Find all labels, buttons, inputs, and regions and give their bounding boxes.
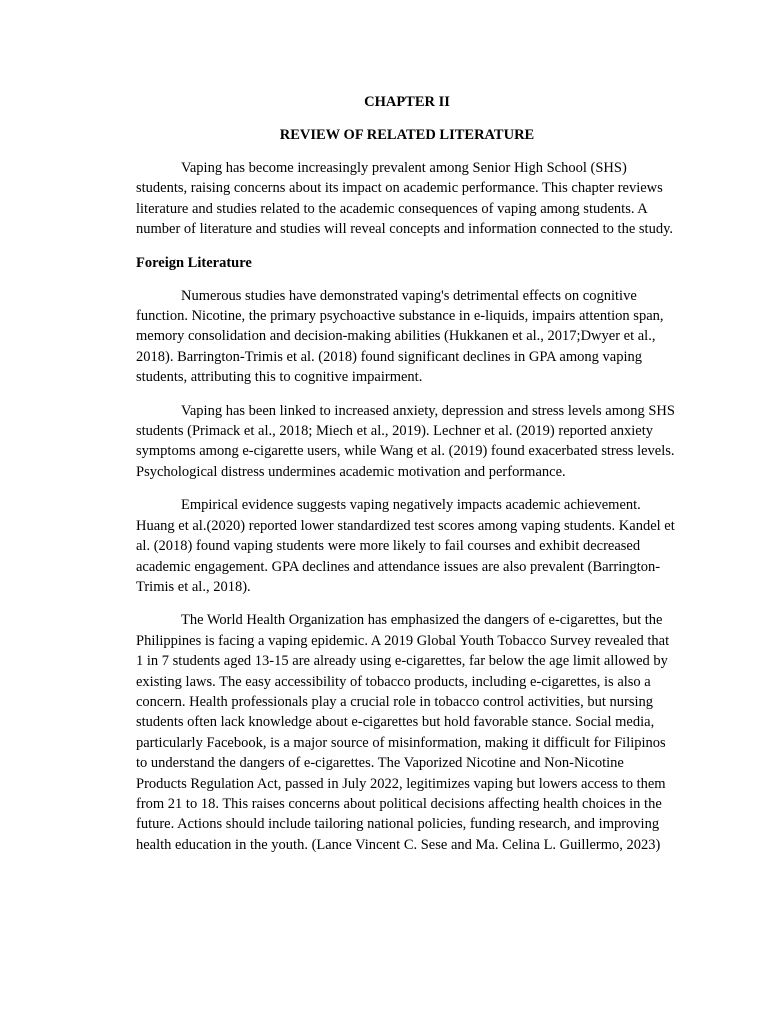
document-page bbox=[136, 92, 678, 868]
paragraph-philippines-context: The World Health Organization has emphasized the dangers of e-cigarettes, but the Philippines is facing a vaping epidemic. A 2019 Global Youth Tobacco Survey revealed that 1 in 7 students aged 13-15 are already using e-cigarettes, far below the age limit allowed by existing laws. The easy accessibility of tobacco products, including e-cigarettes, is also a concern. Health professionals play a crucial role in tobacco control activities, but nursing students often lack knowledge about e-cigarettes but hold favorable stance. Social media, particularly Facebook, is a major source of misinformation, making it difficult for Filipinos to understand the dangers of e-cigarettes. The Vaporized Nicotine and Non-Nicotine Products Regulation Act, passed in July 2022, legitimizes vaping but lowers access to them from 21 to 18. This raises concerns about political decisions affecting health choices in the future. Actions should include tailoring national policies, funding research, and improving health education in the youth. (Lance Vincent C. Sese and Ma. Celina L. Guillermo, 2023) bbox=[136, 612, 670, 853]
chapter-title: CHAPTER II bbox=[364, 94, 450, 110]
section-title: REVIEW OF RELATED LITERATURE bbox=[279, 127, 535, 143]
intro-paragraph: Vaping has become increasingly prevalent among Senior High School (SHS) students, raising concerns about its impact on academic performance. This chapter reviews literature and studies related to the academic consequences of vaping among students. A number of literature and studies will reveal concepts and information connected to the study. bbox=[136, 160, 674, 238]
subheading-foreign-literature: Foreign Literature bbox=[136, 254, 252, 271]
paragraph-academic-achievement: Empirical evidence suggests vaping negatively impacts academic achievement. Huang et al.(2020) reported lower standardized test scores among vaping students. Kandel et al. (2018) found vaping students were more likely to fail courses and exhibit decreased academic engagement. GPA declines and attendance issues are also prevalent (Barrington-Trimis et al., 2018). bbox=[136, 497, 675, 595]
paragraph-cognitive-effects: Numerous studies have demonstrated vaping's detrimental effects on cognitive function. Nicotine, the primary psychoactive substance in e-liquids, impairs attention span, memory consolidation and decision-making abilities (Hukkanen et al., 2017;Dwyer et al., 2018). Barrington-Trimis et al. (2018) found significant declines in GPA among vaping students, attributing this to cognitive impairment. bbox=[136, 287, 664, 386]
paragraph-psychological-effects: Vaping has been linked to increased anxiety, depression and stress levels among SHS students (Primack et al., 2018; Miech et al., 2019). Lechner et al. (2019) reported anxiety symptoms among e-cigarette users, while Wang et al. (2019) found exacerbated stress levels. Psychological distress undermines academic motivation and performance. bbox=[136, 402, 675, 480]
